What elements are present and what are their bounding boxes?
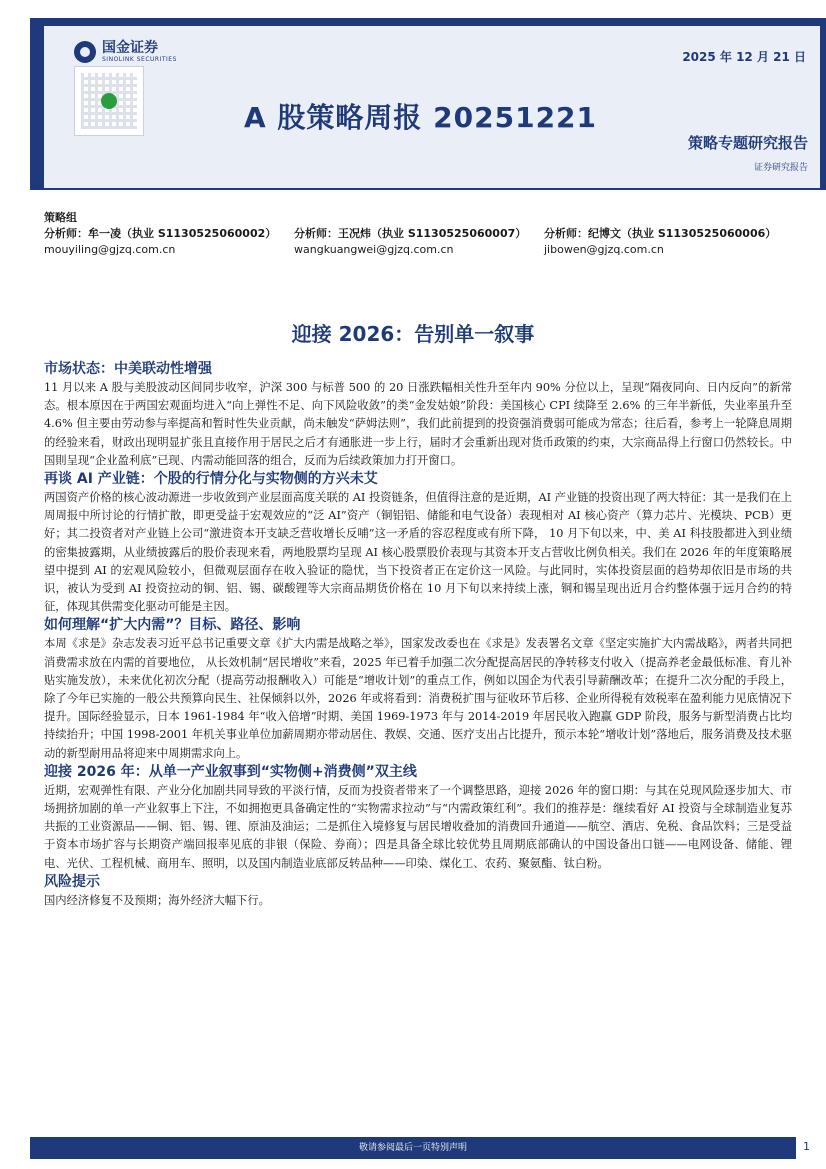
logo-mark-icon: [74, 41, 96, 63]
analyst-3-email[interactable]: jibowen@gjzq.com.cn: [544, 243, 664, 256]
report-date: 2025 年 12 月 21 日: [682, 50, 806, 64]
section-paragraph: 近期，宏观弹性有限、产业分化加剧共同导致的平淡行情，反而为投资者带来了一个调整思路，迎接 2026 年的窗口期：与其在兑现风险逐步加大、市场拥挤加剧的单一产业叙事上下注，不如拥抱更具备确定性的“实物需求拉动”与“内需政策红利”。我们的推荐是：继续看好 AI 投资与全球制造业复苏共振的工业资源品——铜、铝、锡、锂、原油及油运；二是抓住入境修复与居民增收叠加的消费回升通道——航空、酒店、免税、食品饮料；三是受益于资本市场扩容与长期资产端回报率见底的非银（保险、券商）；四是具备全球比较优势且周期底部确认的中国设备出口链——电网设备、储能、锂电、光伏、工程机械、商用车、照明，以及国内制造业底部反转品种——印染、煤化工、农药、聚氨酯、钛白粉。: [44, 783, 792, 870]
section-heading: 如何理解“扩大内需”？目标、路径、影响: [44, 617, 301, 634]
section-paragraph: 两国资产价格的核心波动源进一步收敛到产业层面高度关联的 AI 投资链条，但值得注意的是近期，AI 产业链的投资出现了两大特征：其一是我们在上周周报中所讨论的行情扩散，即更受益于宏观效应的“泛 AI”资产（铜铝铝、储能和电气设备）表现相对 AI 核心资产（算力芯片、光模块、PCB）更好；其二投资者对产业链上公司“激进资本开支缺乏营收增长反哺”这一矛盾的容忍程度或有所下降， 10 月下旬以来，中、美 AI 科技股都进入到业绩的密集披露期，从业绩披露后的股价表现来看，两地股票均呈现 AI 核心股票股价表现与其资本开支占营收比例负相关。我们在 2026 年的年度策略展望中提到 AI 的宏观风险较小，但微观层面存在收入验证的隐忧，当下投资者正在定价这一风险。与此同时，实体投资层面的趋势却依旧是市场的共识，被认为受到 AI 投资拉动的铜、铝、锡、碳酸锂等大宗商品期货价格在 10 月下旬以来持续上涨，铜和锡呈现出近月合约整体强于远月合约的特征，体现其供需变化驱动可能是主因。: [44, 491, 792, 614]
section-heading: 风险提示: [44, 873, 100, 890]
section-heading: 市场状态：中美联动性增强: [44, 361, 212, 377]
report-header: [30, 18, 826, 190]
analyst-block: [44, 210, 804, 258]
report-headline: 迎接 2026：告别单一叙事: [291, 322, 535, 346]
report-body: [44, 360, 792, 910]
analyst-2-email[interactable]: wangkuangwei@gjzq.com.cn: [294, 243, 454, 256]
footer-bar: [30, 1137, 796, 1159]
team-name: 策略组: [44, 211, 77, 224]
report-type: 策略专题研究报告: [687, 134, 808, 152]
page-number: 1: [803, 1140, 810, 1153]
analyst-1-label: 分析师：牟一凌（执业 S1130525060002）: [44, 227, 277, 240]
analyst-1-email[interactable]: mouyiling@gjzq.com.cn: [44, 243, 176, 256]
logo-name-en: SINOLINK SECURITIES: [102, 56, 177, 63]
section-paragraph: 11 月以来 A 股与美股波动区间同步收窄，沪深 300 与标普 500 的 20 日涨跌幅相关性升至年内 90% 分位以上，呈现“隔夜同向、日内反向”的新常态。根本原因在于两国宏观面均进入“向上弹性不足、向下风险收敛”的类“金发姑娘”阶段：美国核心 CPI 续降至 2.6% 的三年半新低，失业率虽升至 4.6% 但主要由劳动参与率提高和暂时性失业贡献，尚未触发“萨姆法则”，我们此前提到的投资强消费弱可能成为常态；往后看，参考上一轮降息周期的经验来看，财政出现明显扩张且直接作用于居民之后才有通胀进一步上行，届时才会重新出现对货币政策的约束，大宗商品得上行窗口仍然较长。中国則呈现“企业盈利底”已现、内需动能回落的组合，反而为后续政策加力打开窗口。: [44, 381, 792, 467]
logo-name-cn: 国金证券: [102, 40, 158, 56]
section-paragraph: 国内经济修复不及预期；海外经济大幅下行。: [44, 893, 270, 907]
footer-disclaimer: 敬请参阅最后一页特别声明: [358, 1143, 467, 1153]
section-heading: 再谈 AI 产业链：个股的行情分化与实物侧的方兴未艾: [44, 471, 378, 488]
section-paragraph: 本周《求是》杂志发表习近平总书记重要文章《扩大内需是战略之举》，国家发改委也在《求是》发表署名文章《坚定实施扩大内需战略》，两者共同把消费需求放在内需的首要地位， 从长效机制“居民增收”来看，2025 年已着手加强二次分配提高居民的净转移支付收入（提高养老金最低标准、育儿补贴实施发放），未来优化初次分配（提高劳动报酬收入）可能是“增收计划”的重点工作，例如以国企为代表引导薪酬改革；在提升二次分配的手段上，除了今年已实施的一般公共预算向民生、社保倾斜以外，2026 年或将看到：消费税扩围与征收环节后移、企业所得税有效税率在盈利能力见底情况下提升。国际经验显示，日本 1961-1984 年“收入倍增”时期、美国 1969-1973 年与 2014-2019 年居民收入跑赢 GDP 阶段，服务与新型消费占比均持续抬升；中国 1998-2001 年机关事业单位加薪周期亦带动居住、教娱、交通、医疗支出占比提升，预示本轮“增收计划”落地后，服务消费及技术驱动的新型耐用品将迎来中周期需求向上。: [44, 637, 792, 760]
analyst-3-label: 分析师：纪博文（执业 S1130525060006）: [544, 227, 777, 240]
company-logo: [74, 40, 177, 64]
qr-code-icon: [74, 66, 144, 136]
report-title: A 股策略周报 20251221: [244, 101, 598, 134]
header-panel: [44, 26, 820, 188]
section-heading: 迎接 2026 年：从单一产业叙事到“实物侧+消费侧”双主线: [44, 763, 417, 780]
analyst-2-label: 分析师：王况炜（执业 S1130525060007）: [294, 227, 527, 240]
report-category: 证券研究报告: [753, 163, 808, 173]
